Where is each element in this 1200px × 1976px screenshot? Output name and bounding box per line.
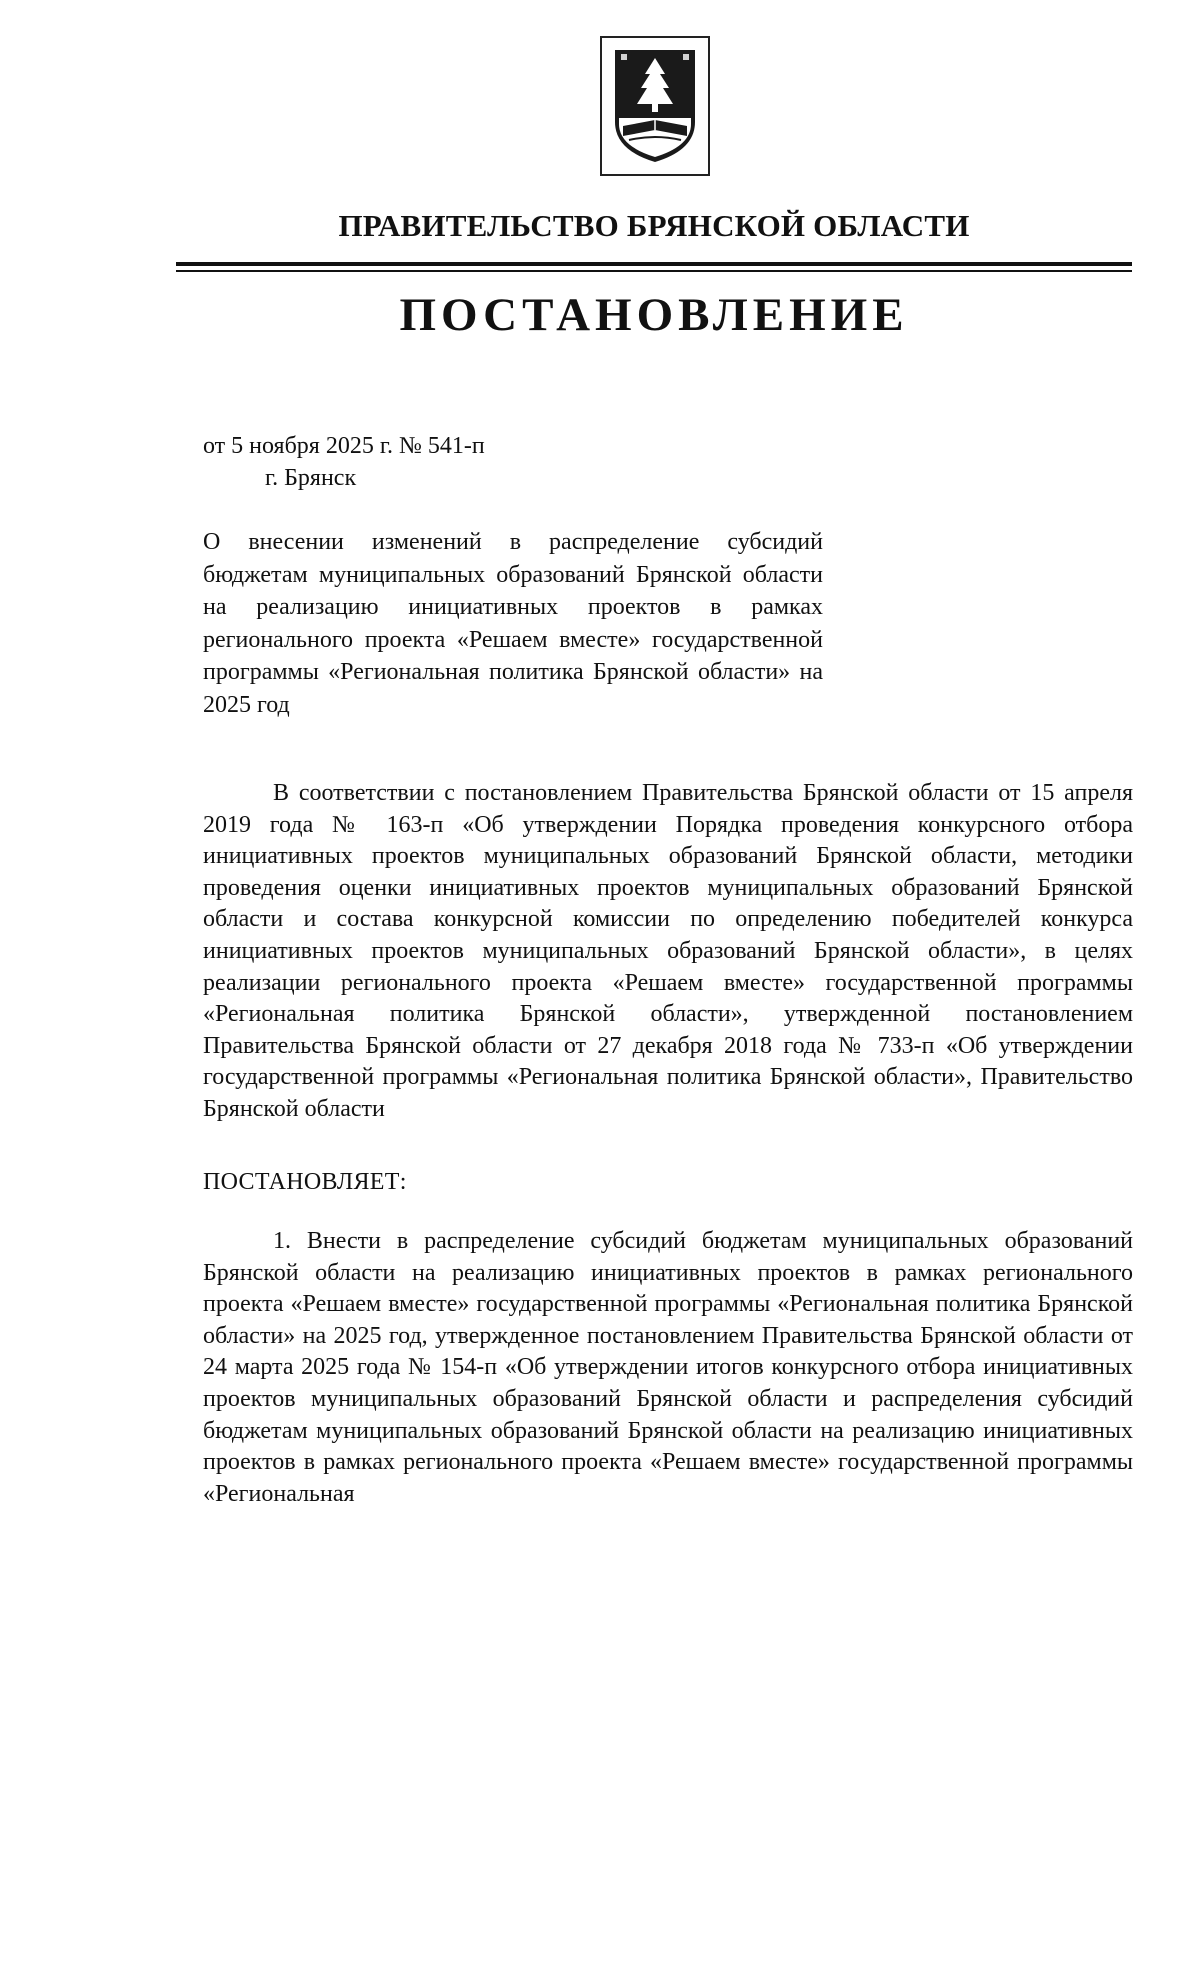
resolution-item-1: 1. Внести в распределение субсидий бюджетам муниципальных образований Брянской области на реализацию инициативных проектов в рамках регионального проекта «Решаем вместе» государственной программы «Региональная политика Брянской области» на 2025 год, утвержденное постановлением Правительства Брянской области от 24 марта 2025 года № 154-п «Об утверждении итогов конкурсного отбора инициативных проектов муниципальных образований Брянской области и распределения субсидий бюджетам муниципальных образований Брянской области на реализацию инициативных проектов в рамках регионального проекта «Решаем вместе» государственной программы «Региональная: [203, 1228, 1133, 1507]
header-divider-thick: [176, 262, 1132, 266]
preamble-paragraph: В соответствии с постановлением Правительства Брянской области от 15 апреля 2019 года № 163-п «Об утверждении Порядка проведения конкурсного отбора инициативных проектов муниципальных образований Брянской области, методики проведения оценки инициативных проектов муниципальных образований Брянской области и состава конкурсной комиссии по определению победителей конкурса инициативных проектов муниципальных образований Брянской области», в целях реализации регионального проекта «Решаем вместе» государственной программы «Региональная политика Брянской области», утвержденной постановлением Правительства Брянской области от 27 декабря 2018 года № 733-п «Об утверждении государственной программы «Региональная политика Брянской области», Правительство Брянской области: [203, 780, 1133, 1122]
government-name: ПРАВИТЕЛЬСТВО БРЯНСКОЙ ОБЛАСТИ: [338, 208, 970, 243]
resolves-heading: ПОСТАНОВЛЯЕТ:: [203, 1169, 407, 1195]
emblem-shield: [607, 44, 703, 168]
header-divider-thin: [176, 270, 1132, 272]
document-date-number: от 5 ноября 2025 г. № 541-п: [203, 433, 485, 459]
document-city: г. Брянск: [265, 465, 357, 491]
document-subject: О внесении изменений в распределение субсидий бюджетам муниципальных образований Брянской области на реализацию инициативных проектов в рамках регионального проекта «Решаем вместе» государственной программы «Региональная политика Брянской области» на 2025 год: [203, 529, 823, 718]
coat-of-arms-icon: [600, 36, 710, 176]
document-type-title: ПОСТАНОВЛЕНИЕ: [399, 289, 909, 341]
